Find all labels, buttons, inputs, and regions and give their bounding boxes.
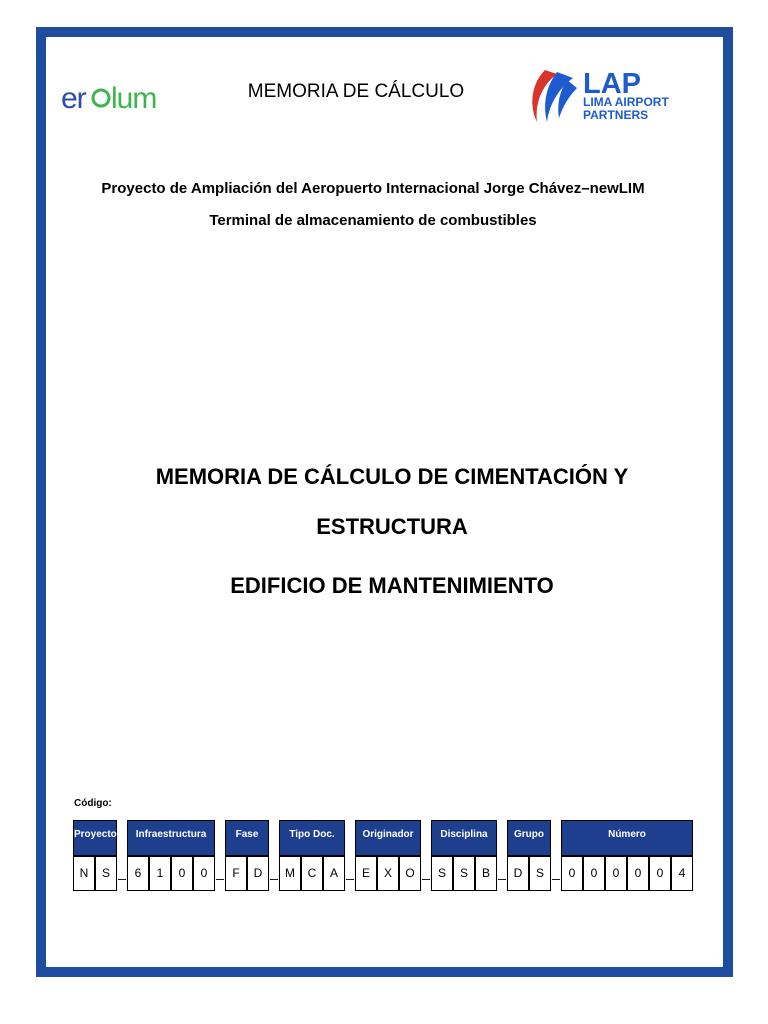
document-subtitle: EDIFICIO DE MANTENIMIENTO (230, 573, 554, 598)
header-title: MEMORIA DE CÁLCULO (247, 81, 465, 102)
project-subtitle: Terminal de almacenamiento de combustibles (209, 212, 537, 229)
lap-tagline (583, 96, 669, 122)
code-char-cell: 0 (627, 856, 649, 891)
code-char-cell: S (431, 856, 453, 891)
code-char-cell: C (301, 856, 323, 891)
lima-airport-partners-logo (527, 66, 677, 126)
code-field-header: Infraestructura (127, 820, 215, 856)
code-separator: _ (270, 864, 278, 880)
lap-tagline-line2: PARTNERS (583, 108, 649, 122)
project-name: Proyecto de Ampliación del Aeropuerto Internacional Jorge Chávez–newLIM (101, 180, 645, 197)
code-separator: _ (216, 864, 224, 880)
document-title-line1: MEMORIA DE CÁLCULO DE CIMENTACIÓN Y (155, 464, 629, 489)
code-char-cell: 0 (561, 856, 583, 891)
code-separator: _ (552, 864, 560, 880)
lap-swoosh-icon (527, 66, 579, 126)
code-char-cell: O (399, 856, 421, 891)
code-char-cell: D (507, 856, 529, 891)
code-separator: _ (118, 864, 126, 880)
lap-tagline-line1: LIMA AIRPORT (583, 95, 669, 109)
code-separator: _ (346, 864, 354, 880)
code-field-header: Proyecto (73, 820, 117, 856)
lap-brand-text: LAP (583, 68, 641, 100)
code-char-cell: 0 (605, 856, 627, 891)
code-char-cell: 0 (171, 856, 193, 891)
code-field-header: Originador (355, 820, 421, 856)
code-char-cell: E (355, 856, 377, 891)
code-char-cell: 4 (671, 856, 693, 891)
svg-text:er: er (61, 82, 86, 115)
code-char-cell: N (73, 856, 95, 891)
code-field-header: Número (561, 820, 693, 856)
code-char-cell: D (247, 856, 269, 891)
code-separator: _ (422, 864, 430, 880)
code-char-cell: B (475, 856, 497, 891)
code-field-header: Tipo Doc. (279, 820, 345, 856)
code-separator: _ (498, 864, 506, 880)
code-field-header: Fase (225, 820, 269, 856)
code-char-cell: M (279, 856, 301, 891)
code-field-header: Disciplina (431, 820, 497, 856)
code-field-header: Grupo (507, 820, 551, 856)
code-char-cell: S (95, 856, 117, 891)
code-char-cell: S (453, 856, 475, 891)
code-char-cell: 1 (149, 856, 171, 891)
code-char-cell: 0 (193, 856, 215, 891)
code-label: Código: (74, 798, 112, 809)
code-char-cell: X (377, 856, 399, 891)
code-char-cell: 0 (649, 856, 671, 891)
document-title-line2: ESTRUCTURA (316, 514, 468, 539)
svg-text:lum: lum (111, 82, 157, 115)
code-char-cell: A (323, 856, 345, 891)
code-char-cell: S (529, 856, 551, 891)
code-char-cell: F (225, 856, 247, 891)
code-char-cell: 6 (127, 856, 149, 891)
code-char-cell: 0 (583, 856, 605, 891)
